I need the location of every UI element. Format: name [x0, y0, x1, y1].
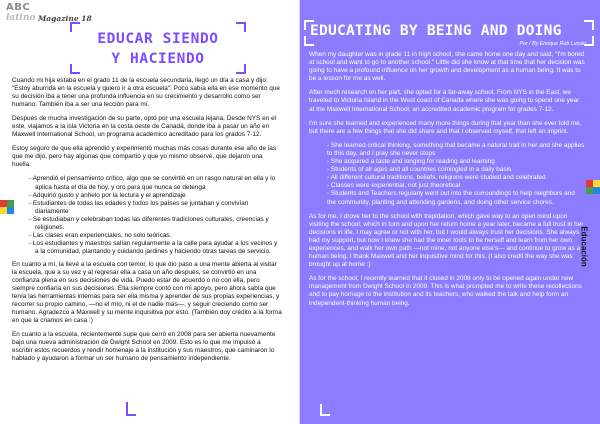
- magazine-logo-abc: ABC: [6, 2, 31, 13]
- left-paragraph: Cuando mi hija estaba en el grado 11 de la escuela secundaria, llegó un día a casa y dijo: "Estoy aburrida en la escuela y quiero ir a otra escuela". Poco sabía ella en ese momento que su decisión iba a tener una profunda influencia en su crecimiento y desarrollo como ser humano. También iba a ser una lección para mí.: [12, 77, 280, 109]
- left-paragraph: En cuanto a mí, la llevé a la escuela con temor, lo que dio paso a una mente abierta al visitar la escuela, que a su vez y al regresar ella a casa un año después, se convirtió en una confianza plena en sus decisiones de vida. Puedo estar de acuerdo o no con ella, pero siempre confiaría en sus decisiones. Ella siempre contó con mi apoyo, pero ahora sabía que tenía las herramientas internas para ser ella misma y aprender de sus propias experiencias, y recorrer su propio camino, —no el mío, ni el de nadie más—, y seguir creciendo como ser humano. Agradezco a Maxwell y su mente inquisitiva por esto. (También doy crédito a la forma en que la criamos en casa :): [12, 260, 282, 325]
- deco-square-yellow: [593, 180, 600, 187]
- deco-square-green: [7, 200, 14, 207]
- deco-square-green: [586, 187, 593, 194]
- right-title: EDUCATING BY BEING AND DOING: [310, 22, 562, 39]
- left-title-line-1: EDUCAR SIENDO: [97, 31, 219, 47]
- left-paragraph: En cuanto a la escuela, recientemente supe que cerró en 2008 para ser abierta nuevamente bajo una nueva administración de Dwight School en 2009. Esto es lo que me impulsó a escribir estos recuerdos y rendir homenaje a la institución y sus maestros, que caminaron lo hablado y ayudaron a formar un ser humano de pensamiento independiente.: [12, 331, 276, 363]
- magazine-name: Magazine: [38, 14, 79, 23]
- list-item: - Aprendió el pensamiento crítico, algo que se convirtió en un rasgo natural en ella y lo aplica hasta el día de hoy, y oro para que nunca se detenga: [29, 175, 276, 191]
- left-title-frame: [70, 22, 246, 74]
- left-paragraph: Estoy seguro de que ella aprendió y experimentó muchas más cosas durante ese año de las que me dijo, pero hay algunas que compartió y que yo mismo observé, que dejaron una huella.: [12, 145, 277, 169]
- list-item: - She acquired a taste and longing for reading and learning: [327, 158, 495, 166]
- byline: Por / By Enrique Rob Lunski: [519, 41, 586, 47]
- left-bullet-list: [12, 175, 282, 255]
- deco-square-red: [586, 180, 593, 187]
- right-article-body: [309, 51, 585, 314]
- deco-square-blue: [593, 187, 600, 194]
- list-item: - Las clases eran experienciales, no solo teóricas.: [29, 231, 172, 239]
- deco-square-red: [0, 200, 7, 207]
- magazine-logo-latino: latino: [6, 13, 36, 23]
- list-item: - Estudiantes de todas las edades y todos los países se juntaban y convivían diariamente: [29, 199, 249, 215]
- list-item: - Los estudiantes y maestros salían regularmente a la calle para ayudar a los vecinos y a la comunidad, plantando y cuidando jardines y haciendo otras tareas de servicio.: [29, 239, 278, 255]
- list-item: - Classes were experiential, not just theoretical: [327, 182, 461, 190]
- right-paragraph: I'm sure she learned and experienced many more things during that year than she ever told me, but there are a few things that she did share and that I observed myself, that left an imprint.: [309, 119, 582, 135]
- right-paragraph: After much research on her part, she opted for a far-away school. From NYS in the East, we traveled to Victoria Island in the West coast of Canada where she was going to spend one year at the Maxwell International School, an accredited academic program for grades 7-12.: [309, 89, 580, 113]
- page-number: 18: [81, 14, 92, 23]
- right-page: [300, 0, 600, 424]
- list-item: - Students and Teachers regularly went out into the surroundings to help neighbors and the community, planting and attending gardens, and doing other service chores.: [327, 190, 575, 206]
- deco-square-blue: [7, 207, 14, 214]
- frame-corner: [584, 20, 594, 30]
- corner-deco: [320, 404, 330, 416]
- left-article-body: [12, 77, 282, 370]
- list-item: - Students of all ages and all countries comingled in a daily basis: [327, 166, 512, 174]
- deco-square-yellow: [0, 207, 7, 214]
- list-item: - Adquirió gusto y anhelo por la lectura y el aprendizaje: [29, 191, 186, 199]
- corner-deco: [126, 402, 136, 416]
- section-label: Educación: [579, 226, 589, 267]
- right-paragraph: As for the school, I recently learned that it closed in 2008 only to be opened again under new management from Dwight School in 2009. This is what prompted me to write these recollections and to pay homage to the institution and its teachers, who walked the talk and help form an independent-thinking human being.: [309, 275, 582, 307]
- list-item: - She learned critical thinking, something that became a natural trait in her and she applies to this day, and I pray she never stops: [327, 141, 585, 157]
- right-paragraph: When my daughter was in grade 11 in high school, she came home one day and said, "I'm bored at school and want to go to another school." Little did she know at that time that her decision was going to have a profound influence on her growth and development as a human being. It was to be a lesson for me as well.: [309, 51, 585, 83]
- list-item: - All different cultural traditions, beliefs, religions were studied and celebrated: [327, 174, 546, 182]
- list-item: - Se estudiaban y celebraban todas las diferentes tradiciones culturales, creencias y religiones.: [29, 215, 269, 231]
- section-tab-right: [579, 196, 600, 296]
- left-title-line-2: Y HACIENDO: [111, 51, 205, 67]
- right-bullet-list: [309, 142, 585, 207]
- left-paragraph: Después de mucha investigación de su parte, optó por una escuela lejana. Desde NYS en el este, viajamos a la isla Victoria en la costa oeste de Canadá, donde iba a pasar un año en Maxwell International School, un programa académico acreditado para los grados 7-12.: [12, 115, 277, 139]
- right-paragraph: As for me, I drove her to the school with trepidation, which gave way to an open mind upon visiting the school, which in turn and upon her return home a year later, became a full trust in her decisions in life. I may agree or not with her, but I would always trust her decisions. She always had my support, but now I knew she had the inner tools to be herself and learn from her own experiences, and walk her own path —not mine, not anyone else's— and continue to grow as a human being. I thank Maxwell and her inquisitive mind for this. (I also credit the way she was brought up at home :): [309, 212, 584, 269]
- section-tab-left: [0, 218, 14, 294]
